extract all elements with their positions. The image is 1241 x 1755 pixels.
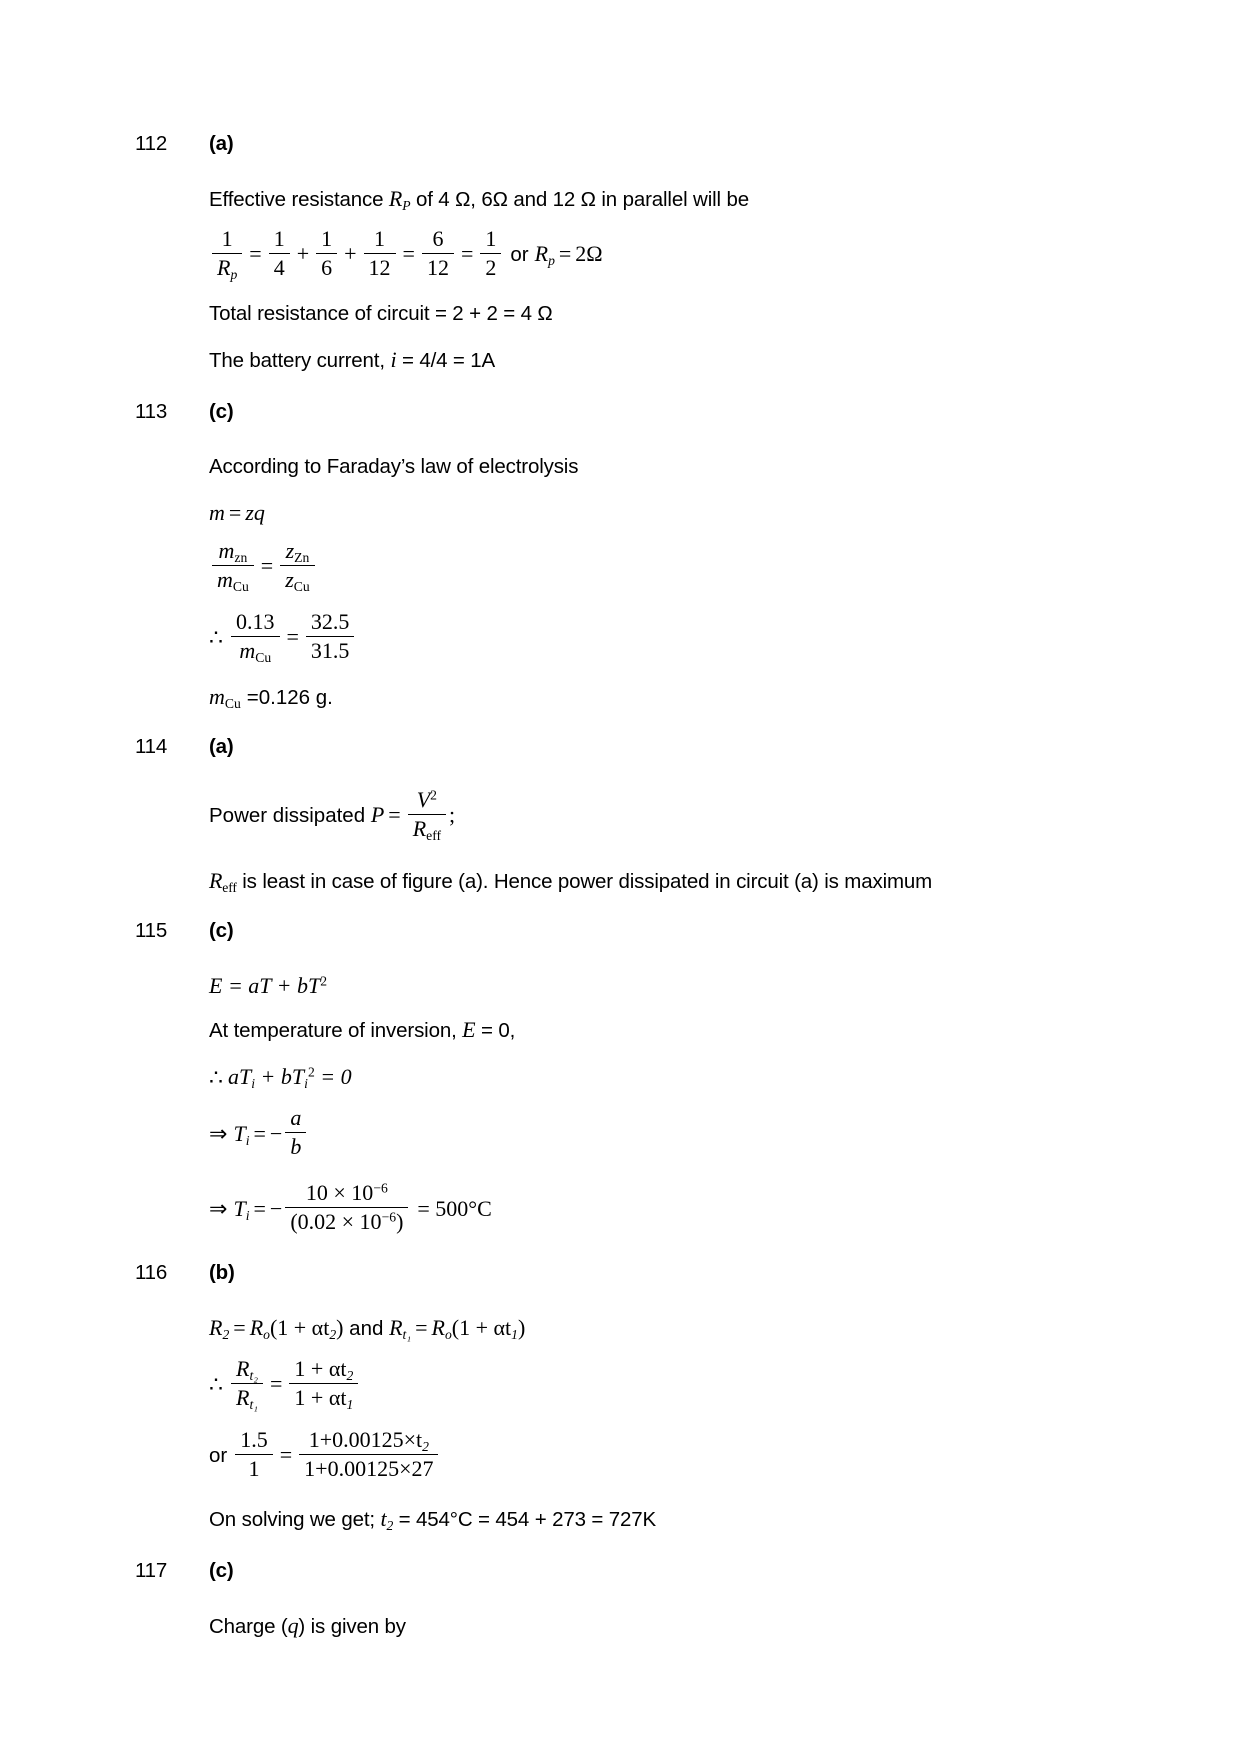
effective-resistance-statement <box>209 184 1121 215</box>
fraction-013-over-mCu: $\frac{0.13}{m_{Cu}}$ <box>231 609 280 664</box>
solution-115 <box>0 917 1241 1238</box>
question-number: 116 <box>135 1261 168 1285</box>
answer-option: (b) <box>209 1261 235 1285</box>
fraction-inversion-temperature <box>285 1180 408 1235</box>
solution-header <box>0 917 1241 957</box>
solution-112 <box>0 130 1241 376</box>
parallel-resistance-equation <box>209 225 1121 283</box>
numerator-R-t2: $R_{t_2}$ <box>236 1355 258 1383</box>
semicolon: ; <box>449 801 456 827</box>
solution-header <box>0 733 1241 773</box>
symbol-Rt1: $R_{t_1}$ <box>389 1315 412 1343</box>
implies-arrow: ⇒ <box>209 1120 228 1146</box>
inversion-prefix: At temperature of inversion, <box>209 1019 463 1042</box>
numerator-1-plus-alpha-t2: $1 + \alpha t_2$ <box>294 1355 354 1383</box>
symbol-m: m <box>209 499 225 525</box>
solution-body <box>209 786 1241 897</box>
battery-current-prefix: The battery current, <box>209 348 391 372</box>
inversion-temperature-line <box>209 1015 1121 1046</box>
solutions-list <box>0 130 1241 1642</box>
battery-current-line <box>209 345 1121 376</box>
power-dissipated-equation <box>209 786 1121 844</box>
denominator-1-plus-alpha-t1: $1 + \alpha t_1$ <box>289 1383 358 1411</box>
or-word: or <box>510 243 529 266</box>
answer-option: (c) <box>209 1558 234 1582</box>
solution-117 <box>0 1557 1241 1642</box>
answer-option: (a) <box>209 132 234 155</box>
statement-suffix: of 4 Ω, 6Ω and 12 Ω in parallel will be <box>410 188 749 211</box>
fraction-1-over-4: $\frac{1}{4}$ <box>269 226 290 281</box>
equals-sign: = <box>279 1441 293 1467</box>
question-number: 114 <box>135 734 168 758</box>
resistance-ratio-equation <box>209 1355 1121 1413</box>
equals-sign-2: = <box>402 241 415 266</box>
faraday-law-statement: According to Faraday’s law of electrolysis <box>209 454 579 478</box>
implies-arrow: ⇒ <box>209 1195 228 1221</box>
inversion-suffix: = 0, <box>475 1019 516 1042</box>
solution-114 <box>0 733 1241 897</box>
solution-body <box>209 1315 1241 1534</box>
numerator-1-plus-000125-t2: $1+0.00125\times t_2$ <box>308 1427 429 1454</box>
equals-sign: = <box>233 1315 246 1341</box>
question-number: 112 <box>135 132 168 155</box>
symbol-i: i <box>390 346 397 372</box>
equation-aTi-bTi2-zero <box>209 1064 1121 1092</box>
fraction-alpha-numeric <box>299 1427 438 1482</box>
solution-header <box>0 130 1241 170</box>
equals-sign: = <box>388 801 401 827</box>
expression-zq: zq <box>245 499 265 525</box>
symbol-Rp: $R_P$ <box>388 186 411 213</box>
fraction-V2-over-Reff <box>408 787 446 842</box>
denominator-1-plus-000125-27: 1+0.00125×27 <box>299 1454 438 1482</box>
numerator-V-squared: $V^2$ <box>416 786 437 812</box>
minus-sign: − <box>269 1120 283 1146</box>
equals-sign: = <box>253 1195 266 1221</box>
charge-prefix: Charge ( <box>209 1614 288 1638</box>
battery-current-value: = 4/4 = 1A <box>396 348 496 372</box>
charge-suffix: ) is given by <box>298 1614 406 1638</box>
equals-sign: = <box>269 1371 283 1397</box>
solution-113 <box>0 398 1241 711</box>
equals-sign: = <box>286 624 299 650</box>
solution-header <box>0 1557 1241 1597</box>
Rp-value: 2Ω <box>575 241 603 266</box>
denominator-Rp: $R_p$ <box>212 253 242 281</box>
symbol-Ti: $T_i$ <box>233 1120 250 1148</box>
power-conclusion-line <box>209 866 1121 897</box>
fraction-1-over-Rp: $\frac{1}{R_p}$ <box>212 226 242 281</box>
solution-body <box>209 1611 1241 1642</box>
answer-option: (c) <box>209 918 234 942</box>
symbol-P: P <box>370 801 385 827</box>
fraction-a-over-b: $\frac{a}{b}$ <box>285 1105 306 1160</box>
symbol-E: E <box>462 1017 476 1042</box>
denominator-002e-6: $(0.02 \times 10^{-6})$ <box>285 1207 408 1235</box>
numerator-z-Zn: $z_{Zn}$ <box>285 538 310 565</box>
inversion-temperature-result: = 500°C <box>417 1195 492 1221</box>
fraction-mzn-over-mCu <box>212 538 254 593</box>
total-resistance-line: Total resistance of circuit = 2 + 2 = 4 Ω <box>209 301 553 325</box>
numeric-ratio-equation <box>209 1429 1121 1484</box>
denominator-z-Cu: $z_{Cu}$ <box>280 565 314 593</box>
symbol-R-eff: $R_{eff}$ <box>209 867 237 895</box>
fraction-1-over-2: $\frac{1}{2}$ <box>480 226 501 281</box>
therefore-symbol: ∴ <box>209 1065 223 1091</box>
expression-Ro-1-alpha-t1: $R_o(1 + \alpha t_1)$ <box>431 1315 526 1343</box>
or-word: or <box>209 1443 228 1467</box>
symbol-q: q <box>287 1612 299 1638</box>
charge-statement <box>209 1611 1121 1642</box>
mass-copper-value: =0.126 g. <box>246 686 333 710</box>
equals-sign-4: = <box>558 241 572 266</box>
denominator-m-Cu: $m_{Cu}$ <box>212 565 254 593</box>
equation-mass-ratio <box>209 540 1121 595</box>
equals-sign: = <box>249 241 262 266</box>
expression-Ro-1-alpha-t2: $R_o(1 + \alpha t_2)$ <box>249 1315 344 1343</box>
fraction-15-over-1: $\frac{1.5}{1}$ <box>235 1427 273 1482</box>
equation-m-equals-zq <box>209 500 1121 526</box>
and-word: and <box>343 1317 390 1341</box>
solution-body <box>209 184 1241 376</box>
fraction-1-over-6: $\frac{1}{6}$ <box>316 226 337 281</box>
fraction-1-alpha-t2-over-1-alpha-t1 <box>289 1356 358 1411</box>
equation-Ti-numeric <box>209 1180 1121 1238</box>
equals-sign: = <box>228 499 242 525</box>
question-number: 117 <box>135 1558 168 1582</box>
symbol-Rp-result: $R_p$ <box>534 241 555 268</box>
solution-116 <box>0 1259 1241 1534</box>
fraction-325-over-315: $\frac{32.5}{31.5}$ <box>306 609 355 664</box>
denominator-R-eff: $R_{eff}$ <box>408 814 446 842</box>
solving-result: = 454°C = 454 + 273 = 727K <box>393 1507 657 1531</box>
denominator-R-t1: $R_{t_1}$ <box>231 1383 263 1411</box>
question-number: 115 <box>135 918 168 942</box>
fraction-6-over-12: $\frac{6}{12}$ <box>422 226 454 281</box>
solving-result-line <box>209 1504 1121 1535</box>
symbol-Ti: $T_i$ <box>233 1195 250 1223</box>
therefore-symbol: ∴ <box>209 625 223 651</box>
result-mass-copper <box>209 684 1121 711</box>
equals-sign: = <box>260 553 274 579</box>
equals-sign: = <box>253 1120 266 1146</box>
expression-E-aT-bT2: E = aT + $bT^2$ <box>209 972 328 998</box>
therefore-symbol: ∴ <box>209 1372 223 1398</box>
plus-sign-2: + <box>344 241 357 266</box>
solution-body <box>209 973 1241 1238</box>
numerator-10e-6: $10 \times 10^{-6}$ <box>305 1180 388 1206</box>
solution-header <box>0 398 1241 438</box>
answer-option: (c) <box>209 399 234 423</box>
expression-aTi-plus-bTi-squared: $aT_i + bT_i^2 = 0$ <box>228 1064 352 1091</box>
symbol-t2: $t_2$ <box>380 1505 394 1533</box>
denominator-m-Cu: $m_{Cu}$ <box>231 636 280 664</box>
equals-sign-3: = <box>460 241 474 266</box>
solving-prefix: On solving we get; <box>209 1507 381 1531</box>
equals-sign-2: = <box>415 1315 428 1341</box>
thermo-emf-equation <box>209 973 1121 999</box>
fraction-zZn-over-zCu <box>280 538 314 593</box>
answer-option: (a) <box>209 734 234 758</box>
resistance-temperature-equations <box>209 1315 1121 1342</box>
symbol-m-Cu: $m_{Cu}$ <box>209 684 241 711</box>
solution-header <box>0 1259 1241 1299</box>
question-number: 113 <box>135 399 168 423</box>
minus-sign: − <box>269 1195 283 1221</box>
conclusion-text: is least in case of figure (a). Hence power dissipated in circuit (a) is maximum <box>236 869 933 893</box>
equation-numeric-ratio <box>209 611 1121 666</box>
power-label: Power dissipated <box>209 803 371 827</box>
plus-sign-1: + <box>296 241 310 266</box>
solution-body <box>209 452 1241 711</box>
symbol-R2: $R_2$ <box>209 1315 230 1343</box>
fraction-1-over-12: $\frac{1}{12}$ <box>364 226 396 281</box>
equation-Ti-equals-minus-a-over-b <box>209 1105 1121 1163</box>
fraction-Rt2-over-Rt1 <box>231 1356 263 1411</box>
numerator-m-zn: $m_{zn}$ <box>218 538 248 565</box>
statement-prefix: Effective resistance <box>209 188 389 211</box>
